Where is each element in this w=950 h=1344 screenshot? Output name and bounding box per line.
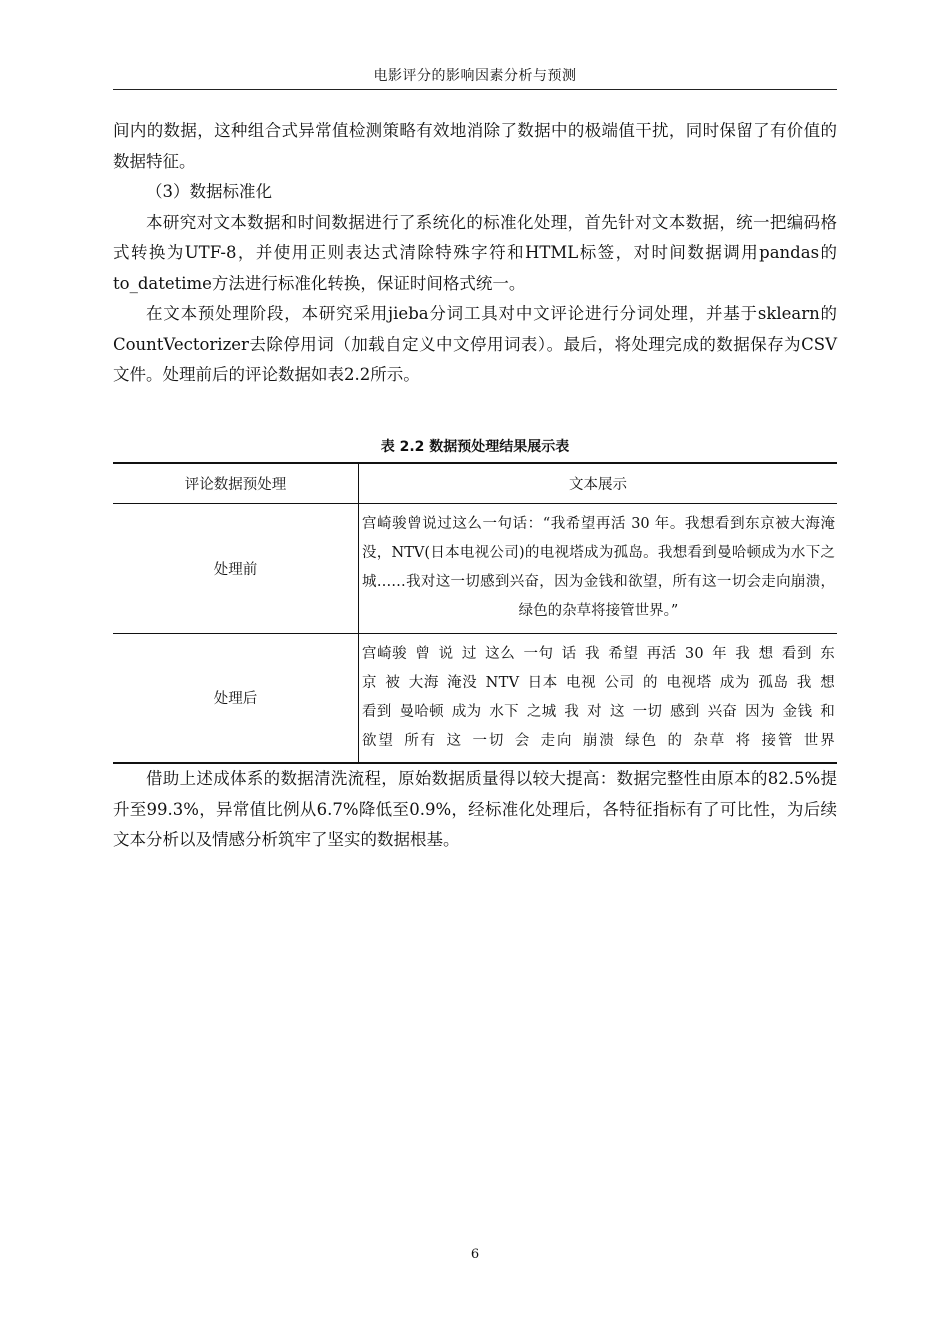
row-text-cell	[359, 503, 838, 633]
page-number: 6	[470, 1247, 480, 1262]
row-label-before: 处理前	[113, 503, 359, 633]
paragraph-standardization: 本研究对文本数据和时间数据进行了系统化的标准化处理，首先针对文本数据，统一把编码格式转换为UTF-8，并使用正则表达式清除特殊字符和HTML标签，对时间数据调用pandas的to_datetime方法进行标准化转换，保证时间格式统一。	[113, 212, 837, 293]
paragraph-continuation: 间内的数据，这种组合式异常值检测策略有效地消除了数据中的极端值干扰，同时保留了有价值的数据特征。	[113, 121, 837, 171]
table-row	[113, 503, 837, 633]
paragraph-summary: 借助上述成体系的数据清洗流程，原始数据质量得以较大提高：数据完整性由原本的82.5%提升至99.3%，异常值比例从6.7%降低至0.9%，经标准化处理后，各特征指标有了可比性，为后续文本分析以及情感分析筑牢了坚实的数据根基。	[113, 769, 837, 849]
text-after-processing: 宫崎骏 曾 说 过 这么 一句 话 我 希望 再活 30 年 我 想 看到 东京 被 大海 淹没 NTV 日本 电视 公司 的 电视塔 成为 孤岛 我 想 看到 曼哈顿 成为 水下 之城 我 对 这 一切 感到 兴奋 因为 金钱 和 欲望 所有 这 一切 会 走向 崩溃 绿色 的 杂草 将 接管 世界	[362, 645, 835, 749]
preprocessing-results-table	[113, 462, 837, 764]
table-header-cell: 文本展示	[569, 476, 627, 493]
row-label-after: 处理后	[113, 633, 359, 763]
running-header: 电影评分的影响因素分析与预测	[373, 68, 577, 84]
body-text-top	[113, 116, 837, 391]
table-header-row	[113, 463, 837, 503]
table-caption: 表 2.2 数据预处理结果展示表	[380, 439, 570, 455]
header-rule	[113, 89, 837, 90]
text-before-processing: 宫崎骏曾说过这么一句话：“我希望再活 30 年。我想看到东京被大海淹没，NTV(日本电视公司)的电视塔成为孤岛。我想看到曼哈顿成为水下之城……我对这一切感到兴奋，因为金钱和欲望，所有这一切会走向崩溃，绿色的杂草将接管世界。”	[362, 516, 835, 619]
row-text-cell	[359, 633, 838, 763]
section-subheading: （3）数据标准化	[146, 182, 272, 201]
table-row	[113, 633, 837, 763]
table-header-cell: 评论数据预处理	[113, 463, 359, 503]
paragraph-text-preprocessing: 在文本预处理阶段，本研究采用jieba分词工具对中文评论进行分词处理，并基于sklearn的CountVectorizer去除停用词（加载自定义中文停用词表）。最后，将处理完成的数据保存为CSV文件。处理前后的评论数据如表2.2所示。	[113, 304, 837, 384]
body-text-bottom	[113, 764, 837, 856]
